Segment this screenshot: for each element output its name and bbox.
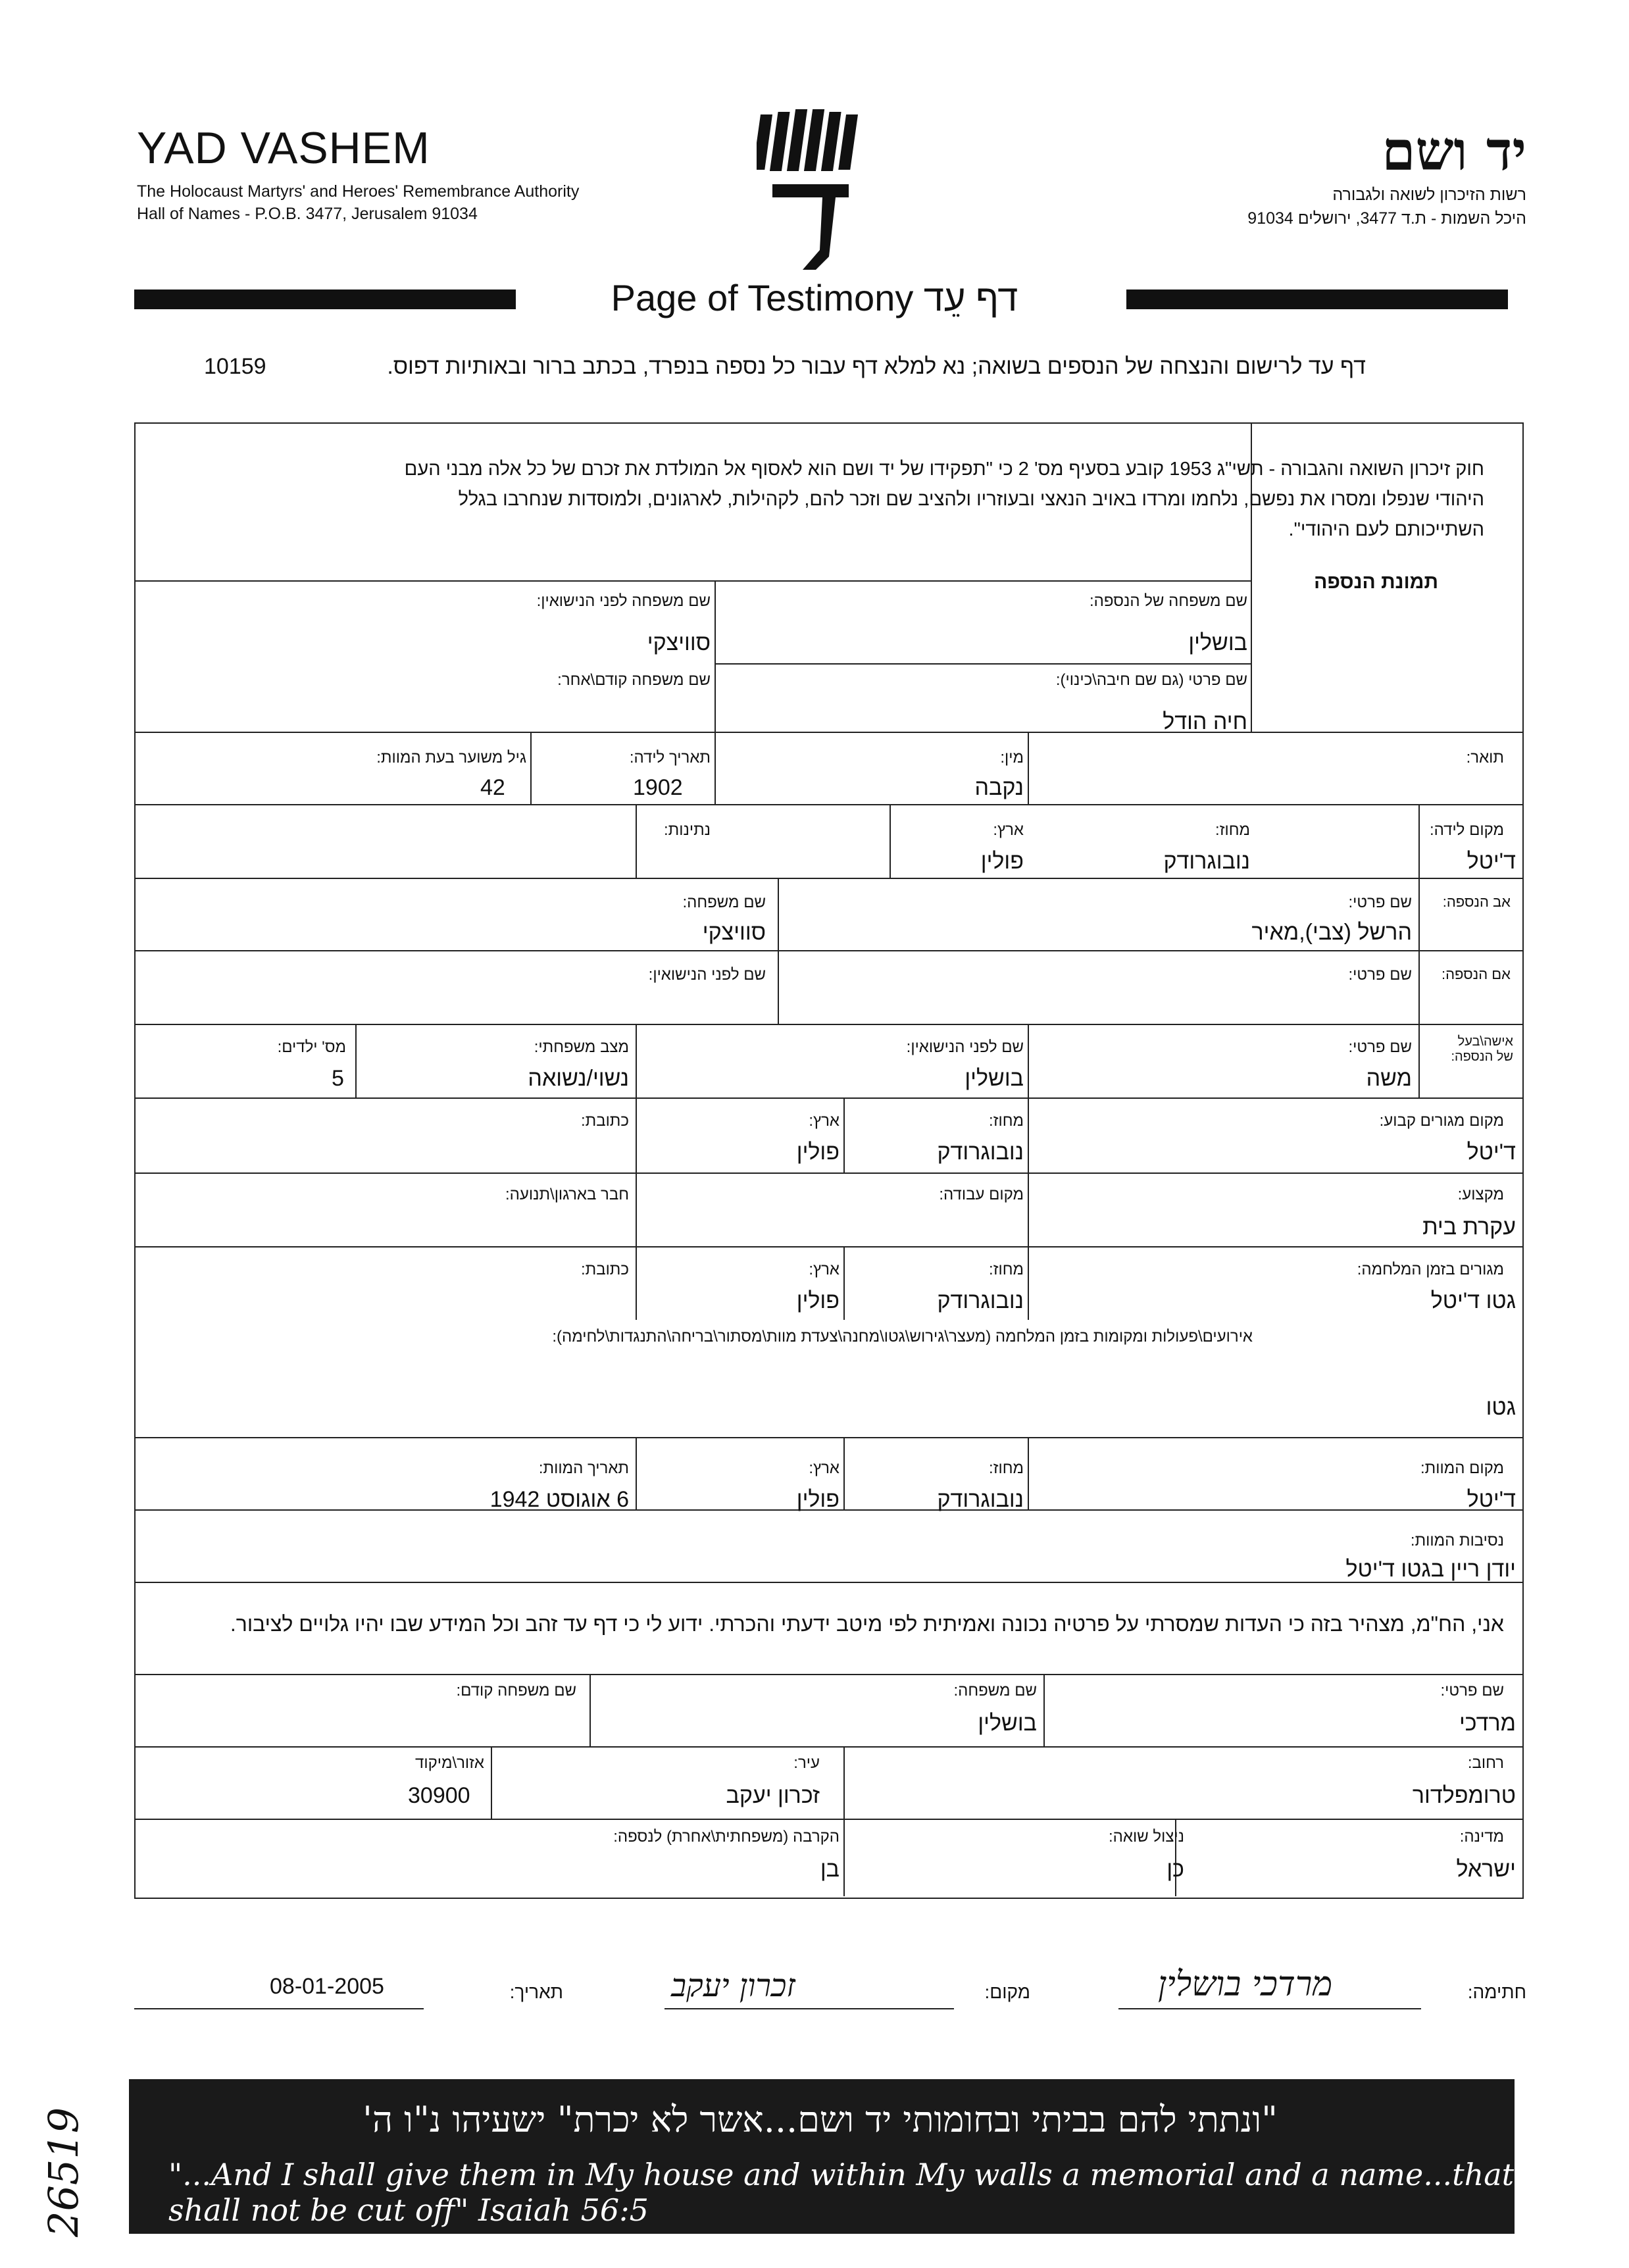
- marital-status-value[interactable]: נשוי/נשואה: [528, 1066, 629, 1091]
- children-value[interactable]: 5: [332, 1066, 344, 1091]
- he-line2: היכל השמות - ת.ד 3477, ירושלים 91034: [1247, 209, 1526, 228]
- form-number: 10159: [204, 354, 266, 379]
- wartime-country-label: ארץ:: [809, 1261, 840, 1278]
- residence-address-label: כתובת:: [580, 1112, 629, 1130]
- workplace-label: מקום עבודה:: [939, 1186, 1024, 1203]
- children-label: מס' ילדים:: [277, 1038, 346, 1056]
- en-line1: The Holocaust Martyrs' and Heroes' Remembrance Authority: [137, 182, 580, 201]
- spouse-row-label: אישה\בעל של הנספה:: [1451, 1034, 1513, 1064]
- sign-place-value: זכרון יעקב: [671, 1967, 795, 2004]
- victim-maiden-label: שם משפחה לפני הנישואין:: [536, 592, 711, 610]
- citizenship-label: נתינות:: [664, 821, 711, 839]
- victim-maiden[interactable]: סוויצקי: [647, 630, 711, 655]
- sign-place-label: מקום:: [984, 1982, 1030, 2002]
- wartime-district-value[interactable]: נובוגרודק: [937, 1288, 1024, 1313]
- father-last-label: שם משפחה:: [682, 894, 766, 911]
- law-text: חוק זיכרון השואה והגבורה - תשי"ג 1953 קובע בסעיף מס' 2 כי "תפקידו של יד ושם הוא לאסוף אל המולדת את זכרם של כל אלה מבני העם היהודי שנפלו ומסרו את נפשם, נלחמו ומרדו באויב הנאצי ובעוזריו ולהציב שם וזכר להם, לקהילות, לארגונים, ולמוסדות שנחרבו בגלל השתייכותם לעם היהודי".: [404, 459, 1484, 540]
- sign-date-value[interactable]: 08-01-2005: [270, 1974, 384, 1999]
- father-last-value[interactable]: סוויצקי: [702, 920, 766, 945]
- birth-district-label: מחוז:: [1215, 821, 1250, 839]
- en-title: YAD VASHEM: [137, 123, 430, 173]
- wartime-place-value[interactable]: גטו ד'יטל: [1430, 1288, 1516, 1313]
- death-circ-value[interactable]: יודן ריין בגטו ד'יטל: [1345, 1557, 1516, 1582]
- wartime-place-label: מגורים בזמן המלחמה:: [1357, 1261, 1504, 1278]
- residence-district-value[interactable]: נובוגרודק: [937, 1140, 1024, 1165]
- father-first-label: שם פרטי:: [1348, 894, 1412, 911]
- yad-vashem-logo-icon: [757, 105, 872, 278]
- events-value[interactable]: גטו: [1486, 1395, 1516, 1420]
- death-date-value[interactable]: 6 אוגוסט 1942: [489, 1487, 629, 1512]
- banner-english: "...And I shall give them in My house and within My walls a memorial and a name...that shall not be cut off" Isaiah 56:5: [168, 2157, 1515, 2228]
- spouse-first-label: שם פרטי:: [1348, 1038, 1412, 1056]
- death-district-label: מחוז:: [989, 1459, 1024, 1477]
- he-title: יד ושם: [1382, 120, 1526, 183]
- member-label: חבר בארגון\תנועה:: [505, 1186, 629, 1203]
- victim-first-name-label: שם פרטי (גם שם חיבה\כינוי):: [1055, 671, 1247, 689]
- birth-date-value[interactable]: 1902: [633, 775, 683, 800]
- city-label: עיר:: [793, 1754, 820, 1772]
- page-title: Page of Testimony דף עֵד: [611, 277, 1018, 318]
- submitter-country-label: מדינה:: [1459, 1828, 1504, 1846]
- zip-label: אזור\מיקוד: [415, 1754, 484, 1772]
- declaration-text: אני, הח"מ, מצהיר בזה כי העדות שמסרתי על פרטיה נכונה ואמיתית לפי מיטב ידעתי והכרתי. ידוע לי כי דף עד זהב וכל המידע שבו יהיו גלויים לציבור.: [230, 1612, 1504, 1636]
- birth-district-value[interactable]: נובוגרודק: [1163, 849, 1250, 874]
- scripture-banner: [129, 2079, 1515, 2234]
- victim-first-name[interactable]: חיה הודל: [1163, 709, 1247, 734]
- birth-country-label: ארץ:: [993, 821, 1024, 839]
- birth-country-value[interactable]: פולין: [980, 849, 1024, 874]
- intro-text: דף עד לרישום והנצחה של הנספים בשואה; נא למלא דף עבור כל נספה בנפרד, בכתב ברור ובאותיות דפוס.: [387, 354, 1366, 379]
- residence-country-value[interactable]: פולין: [796, 1140, 840, 1165]
- relation-value[interactable]: בן: [820, 1857, 840, 1882]
- age-label: גיל משוער בעת המוות:: [376, 749, 526, 767]
- zip-value[interactable]: 30900: [408, 1783, 470, 1808]
- he-subtitle: [1247, 183, 1526, 230]
- wartime-district-label: מחוז:: [989, 1261, 1024, 1278]
- age-value[interactable]: 42: [480, 775, 505, 800]
- profession-label: מקצוע:: [1457, 1186, 1504, 1203]
- father-first-value[interactable]: הרשל (צבי),מאיר: [1251, 920, 1412, 945]
- profession-value[interactable]: עקרת בית: [1422, 1215, 1516, 1240]
- residence-value[interactable]: ד'יטל: [1466, 1140, 1516, 1165]
- sign-date-label: תאריך:: [509, 1982, 563, 2002]
- birth-place-value[interactable]: ד'יטל: [1466, 849, 1516, 874]
- submitter-last-value[interactable]: בושלין: [978, 1711, 1037, 1736]
- death-country-label: ארץ:: [809, 1459, 840, 1477]
- residence-country-label: ארץ:: [809, 1112, 840, 1130]
- death-country-value[interactable]: פולין: [796, 1487, 840, 1512]
- he-line1: רשות הזיכרון לשואה ולגבורה: [1332, 186, 1526, 204]
- mother-first-label: שם פרטי:: [1348, 966, 1412, 984]
- death-date-label: תאריך המוות:: [538, 1459, 629, 1477]
- signature-value: מרדכי בושלין: [1158, 1965, 1333, 2004]
- survivor-label: ניצול שואה:: [1109, 1828, 1184, 1846]
- spouse-maiden-value[interactable]: בושלין: [965, 1066, 1024, 1091]
- submitter-first-value[interactable]: מרדכי: [1459, 1711, 1516, 1736]
- en-subtitle: [137, 180, 579, 225]
- photo-label: תמונת הנספה: [1314, 571, 1438, 593]
- residence-district-label: מחוז:: [989, 1112, 1024, 1130]
- death-place-label: מקום המוות:: [1420, 1459, 1504, 1477]
- street-label: רחוב:: [1467, 1754, 1504, 1772]
- submitter-country-value[interactable]: ישראל: [1456, 1857, 1516, 1882]
- street-value[interactable]: טרומפלדור: [1412, 1783, 1516, 1808]
- marital-status-label: מצב משפחתי:: [534, 1038, 629, 1056]
- signature-label: חתימה:: [1467, 1982, 1526, 2002]
- birth-date-label: תאריך לידה:: [629, 749, 711, 767]
- relation-label: הקרבה (משפחתית\אחרת) לנספה:: [613, 1828, 840, 1846]
- photo-area[interactable]: [1290, 429, 1513, 725]
- events-label: אירועים\פעולות ומקומות בזמן המלחמה (מעצר\גירוש\גטו\מחנה\צעדת מוות\מסתור\בריחה\התנגדות\לחימה):: [552, 1328, 1253, 1346]
- submitter-first-label: שם פרטי:: [1440, 1682, 1504, 1700]
- submitter-last-label: שם משפחה:: [953, 1682, 1037, 1700]
- victim-last-name-label: שם משפחה של הנספה:: [1089, 592, 1247, 610]
- en-line2: Hall of Names - P.O.B. 3477, Jerusalem 91034: [137, 205, 478, 223]
- victim-last-name[interactable]: בושלין: [1188, 630, 1247, 655]
- mother-row-label: אם הנספה:: [1441, 966, 1511, 982]
- gender-value[interactable]: נקבה: [974, 775, 1024, 800]
- spouse-maiden-label: שם לפני הנישואין:: [906, 1038, 1024, 1056]
- submitter-prev-label: שם משפחה קודם:: [456, 1682, 576, 1700]
- death-place-value[interactable]: ד'יטל: [1466, 1487, 1516, 1512]
- death-circ-label: נסיבות המוות:: [1410, 1532, 1504, 1550]
- wartime-country-value[interactable]: פולין: [796, 1288, 840, 1313]
- father-row-label: אב הנספה:: [1442, 894, 1511, 910]
- residence-label: מקום מגורים קבוע:: [1379, 1112, 1504, 1130]
- city-value[interactable]: זכרון יעקב: [726, 1783, 820, 1808]
- gender-label: מין:: [1000, 749, 1024, 767]
- title-bar-right: [1126, 290, 1508, 309]
- banner-hebrew: "ונתתי להם בביתי ובחומותי יד ושם...אשר לא יכרת" ישעיהו נ"ו ה': [363, 2099, 1278, 2140]
- victim-prev-name-label: שם משפחה קודם\אחר:: [557, 671, 711, 689]
- birth-place-label: מקום לידה:: [1429, 821, 1504, 839]
- wartime-address-label: כתובת:: [580, 1261, 629, 1278]
- title-label: תואר:: [1466, 749, 1504, 767]
- survivor-value[interactable]: כן: [1166, 1857, 1184, 1882]
- margin-number: 26519: [39, 2107, 88, 2237]
- death-district-value[interactable]: נובוגרודק: [937, 1487, 1024, 1512]
- mother-maiden-label: שם לפני הנישואין:: [648, 966, 766, 984]
- spouse-first-value[interactable]: משה: [1366, 1066, 1412, 1091]
